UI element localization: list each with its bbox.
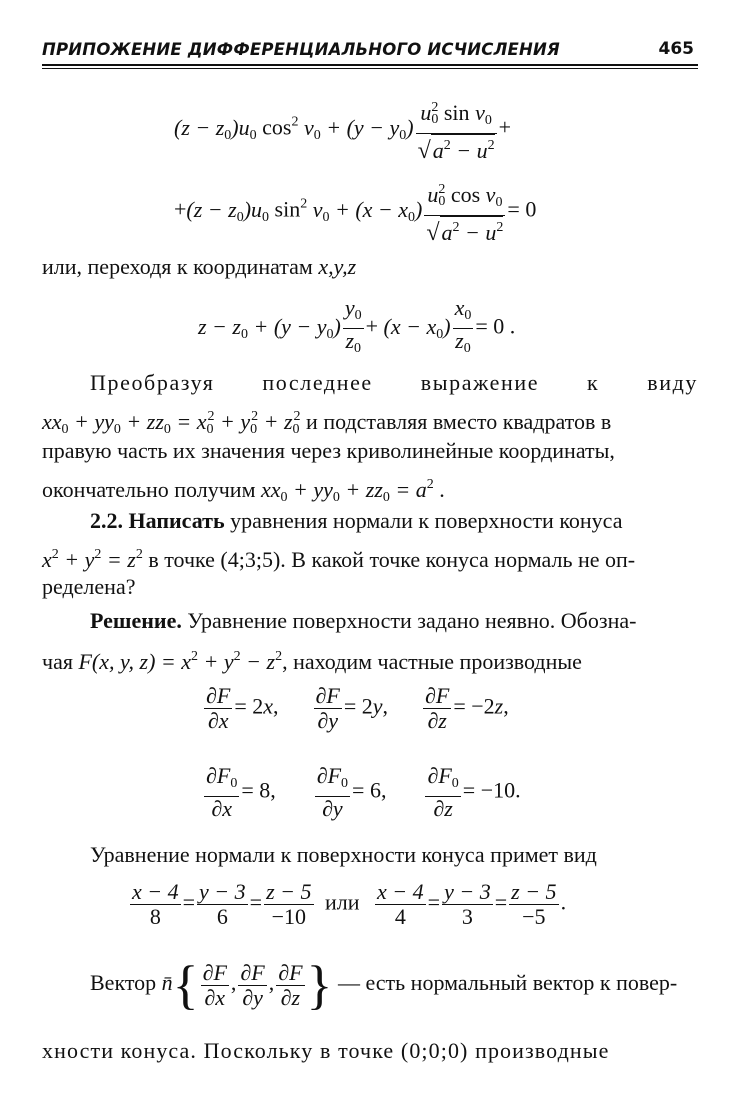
- text-span: и подставляя вместо квадратов в: [300, 409, 612, 434]
- text-span: уравнения нормали к поверхности конуса: [224, 508, 623, 533]
- text-line: [42, 840, 698, 870]
- formula-tangent-plane-line1: $(z - z_0)u_0$ $\cos^2 v_0 + (y - y_0)$ $\frac{u_0^2 \sin v_0}{√a^2 - u^2}$ +: [174, 100, 512, 164]
- text-span: , находим частные производные: [282, 649, 582, 674]
- text-line: [42, 642, 698, 677]
- text-span: виду: [647, 370, 698, 395]
- formula-normal-vector: Вектор n̄{ $\frac{\partial F}{\partial x}$ , $\frac{\partial F}{\partial y}$ , $\frac{\partial F}{\partial z}$ } — есть нормальный вектор к повер-: [90, 955, 678, 1015]
- formula-tangent-plane-line2: $+(z - z_0)u_0$ $\sin^2 v_0 + (x - x_0)$ $\frac{u_0^2 \cos v_0}{√a^2 - u^2}$ = 0: [174, 182, 537, 246]
- solution-label: Решение.: [90, 608, 182, 633]
- text-span: Преобразуя: [90, 370, 215, 395]
- text-span: к: [587, 370, 600, 395]
- text-line: [42, 1036, 698, 1066]
- page-number: 465: [658, 39, 694, 59]
- text-span: — есть нормальный вектор к повер-: [337, 970, 678, 996]
- text-span: окончательно получим: [42, 477, 256, 502]
- text-span: чая: [42, 649, 73, 674]
- text-span: последнее: [262, 370, 373, 395]
- header-rule: [42, 64, 698, 66]
- math-inline: $xx_0 + yy_0 + zz_0 = a^2$: [261, 477, 434, 505]
- text-span: правую часть их значения через криволинейные координаты,: [42, 438, 615, 463]
- header-rule-thin: [42, 68, 698, 69]
- text-span: Уравнение поверхности задано неявно. Обозна-: [181, 608, 637, 633]
- text-line: [42, 368, 698, 398]
- text-line: [42, 540, 698, 575]
- problem-number: 2.2. Написать: [90, 508, 225, 533]
- text-line: [42, 252, 698, 282]
- chapter-title: ПРИПОЖЕНИЕ ДИФФЕРЕНЦИАЛЬНОГО ИСЧИСЛЕНИЯ: [42, 40, 560, 59]
- text-span: хности конуса. Поскольку в точке (0;0;0) производные: [42, 1038, 610, 1063]
- formula-normal-line: $\frac{x - 4}{8}$ = $\frac{y - 3}{6}$ = $\frac{z - 5}{-10}$ или $\frac{x - 4}{4}$ = $\frac{y - 3}{3}$ = $\frac{z - 5}{-5}$ .: [132, 879, 567, 929]
- running-header: [42, 40, 698, 66]
- text-span: или, переходя к координатам: [42, 254, 313, 279]
- text-span: Вектор: [90, 970, 157, 996]
- text-span: Уравнение нормали к поверхности конуса примет вид: [90, 842, 597, 867]
- formula-cartesian: $z - z_0 + (y - y_0)$ $\frac{y_0}{z_0}$ + $(x - x_0)$ $\frac{x_0}{z_0}$ = 0 .: [198, 296, 515, 361]
- text-span: ределена?: [42, 574, 136, 599]
- math-inline: x,y,z: [318, 254, 357, 279]
- text-line: окончательно получим $xx_0 + yy_0 + zz_0 = a^2$ .: [42, 477, 445, 505]
- math-inline: $x^2 + y^2 = z^2$: [42, 547, 143, 572]
- text-span: выражение: [420, 370, 540, 395]
- formula-partials: $\frac{\partial F}{\partial x}$ = 2x, $\frac{\partial F}{\partial y}$ = 2y, $\frac{\partial F}{\partial z}$ = −2z,: [206, 683, 509, 733]
- text-line: [42, 506, 698, 536]
- text-line: [42, 572, 698, 602]
- text-line: [42, 436, 698, 466]
- text-span: или: [325, 889, 360, 915]
- math-inline: $xx_0 + yy_0 + zz_0 = x_0^2 + y_0^2 + z_0^2$: [42, 409, 301, 437]
- text-span: в точке (4;3;5). В какой точке конуса нормаль не оп-: [142, 547, 636, 572]
- text-line: [42, 606, 698, 636]
- math-inline: F(x, y, $z) = x^2 + y^2 - z^2$: [78, 649, 283, 674]
- formula-partials-at-point: $\frac{\partial F_0}{\partial x}$ = 8, $\frac{\partial F_0}{\partial y}$ = 6, $\frac{\partial F_0}{\partial z}$ = −10.: [206, 763, 521, 821]
